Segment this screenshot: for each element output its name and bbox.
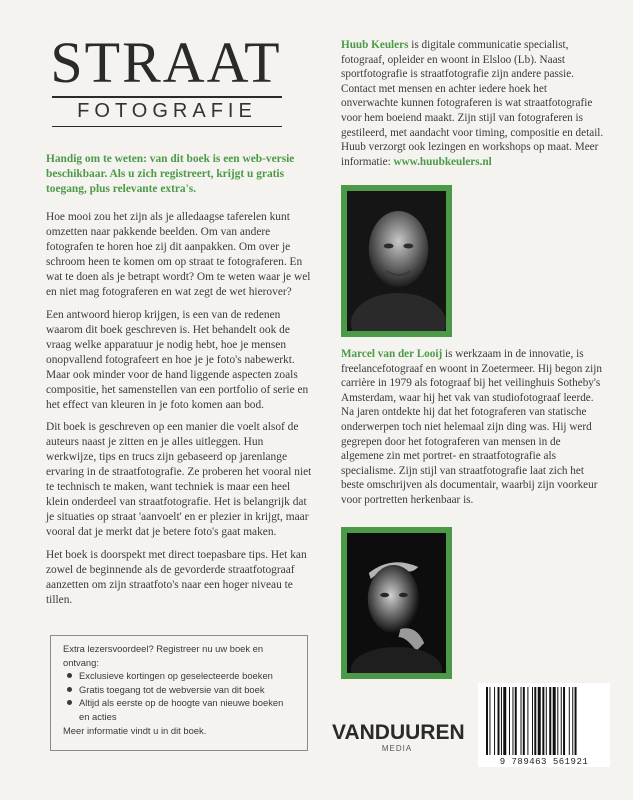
- more-info-label: Meer informatie:: [341, 141, 599, 168]
- paragraph-3: Dit boek is geschreven op een manier die voelt alsof de auteurs naast je zitten en je alles uitleggen. Hun werkwijze, tips en trucs zijn gebaseerd op jarenlange ervaring in de straatfotografie. Ze proberen het vooral niet te technisch te maken, want techniek is maar een heel klein onderdeel van straatfotografie. Het is belangrijk dat je situaties op straat 'aanvoelt' en er plezier in krijgt, maar vooral dat je merkt dat je betere foto's gaat maken.: [46, 421, 312, 538]
- benefit-item: Gratis toegang tot de webversie van dit boek: [79, 683, 295, 697]
- barcode-bars: [478, 683, 610, 758]
- publisher-logo: [332, 721, 465, 753]
- benefit-footer: Meer informatie vindt u in dit boek.: [63, 724, 207, 736]
- author-photo-huub: [341, 185, 452, 337]
- author-bio-huub: [341, 38, 606, 169]
- paragraph-4: Het boek is doorspekt met direct toepasbare tips. Het kan zowel de beginnende als de gevorderde straatfotograaf aanzetten om zijn straatfoto's naar een hoger niveau te tillen.: [46, 549, 307, 606]
- benefit-intro: Extra lezersvoordeel? Registreer nu uw boek en ontvang:: [63, 643, 264, 668]
- book-title: STRAAT: [50, 30, 282, 95]
- author-name-huub: Huub Keulers: [341, 39, 409, 51]
- author-website-link[interactable]: www.huubkeulers.nl: [393, 155, 492, 168]
- benefit-item: Altijd als eerste op de hoogte van nieuwe boeken en acties: [79, 696, 295, 723]
- book-subtitle: FOTOGRAFIE: [77, 100, 257, 122]
- publisher-name: VANDUUREN: [332, 721, 465, 744]
- paragraph-2: Een antwoord hierop krijgen, is een van de redenen waarom dit boek geschreven is. Het behandelt ook de vraag welke apparatuur je nodig hebt, hoe je mensen onopvallend fotografeert en hoe je je foto's nabewerkt. Maar ook minder voor de hand liggende aspecten zoals compositie, het samenstellen van een portfolio of serie en het effect van kleuren in je foto komen aan bod.: [46, 309, 309, 411]
- author-bio-text: is digitale communicatie specialist, fotograaf, opleider en woont in Elsloo (Lb). Naast sportfotografie is straatfotografie zijn andere passie. Contact met mensen en achter iedere hoek het onverwachte kunnen fotograferen is wat straatfotografie voor hem boeiend maakt. Zijn stijl van fotograferen is gestileerd, met aandacht voor timing, compositie en detail. Huub verzorgt ook lezingen en workshops op maat.: [341, 39, 604, 154]
- portrait-image: [347, 533, 446, 673]
- benefit-list: [63, 669, 295, 723]
- title-rule: [52, 96, 282, 98]
- author-photo-marcel: [341, 527, 452, 679]
- webversion-highlight: Handig om te weten: van dit boek is een web-versie beschikbaar. Als u zich registreert, krijgt u gratis toegang, plus relevante extra's.: [46, 153, 295, 195]
- barcode: [478, 683, 610, 758]
- subtitle-rule: [52, 126, 282, 127]
- author-bio-text: is werkzaam in de innovatie, is freelancefotograaf en woont in Zoetermeer. Hij begon zijn carrière in 1979 als fotograaf bij het veilinghuis Sotheby's Amsterdam, waar hij het vak van studiofotograaf leerde. Na jaren ontdekte hij dat het fotograferen van statische onderwerpen toch niet helemaal zijn ding was. Hij werd gegrepen door het fotograferen van mensen in de algemene zin met portret- en straatfotografie als specialisme. Zijn stijl van straatfotografie laat zich het beste omschrijven als documentair, waarbij zijn voorkeur voor portretten herkenbaar is.: [341, 348, 602, 506]
- author-name-marcel: Marcel van der Looij: [341, 348, 443, 360]
- isbn-number: 9 789463 561921: [478, 757, 610, 767]
- reader-benefit-box: [50, 635, 308, 751]
- portrait-image: [347, 191, 446, 331]
- publisher-sub: MEDIA: [381, 744, 413, 753]
- benefit-item: Exclusieve kortingen op geselecteerde boeken: [79, 669, 295, 683]
- paragraph-1: Hoe mooi zou het zijn als je alledaagse taferelen kunt omzetten naar pakkende beelden. Om van andere fotografen te horen hoe zij dit aanpakken. Om over je schroom heen te komen om op straat te fotograferen. En wat te doen als je betrapt wordt? Om te weten waar je wel en niet mag fotograferen en wat zegt de wet hierover?: [46, 211, 311, 298]
- author-bio-marcel: [341, 347, 606, 508]
